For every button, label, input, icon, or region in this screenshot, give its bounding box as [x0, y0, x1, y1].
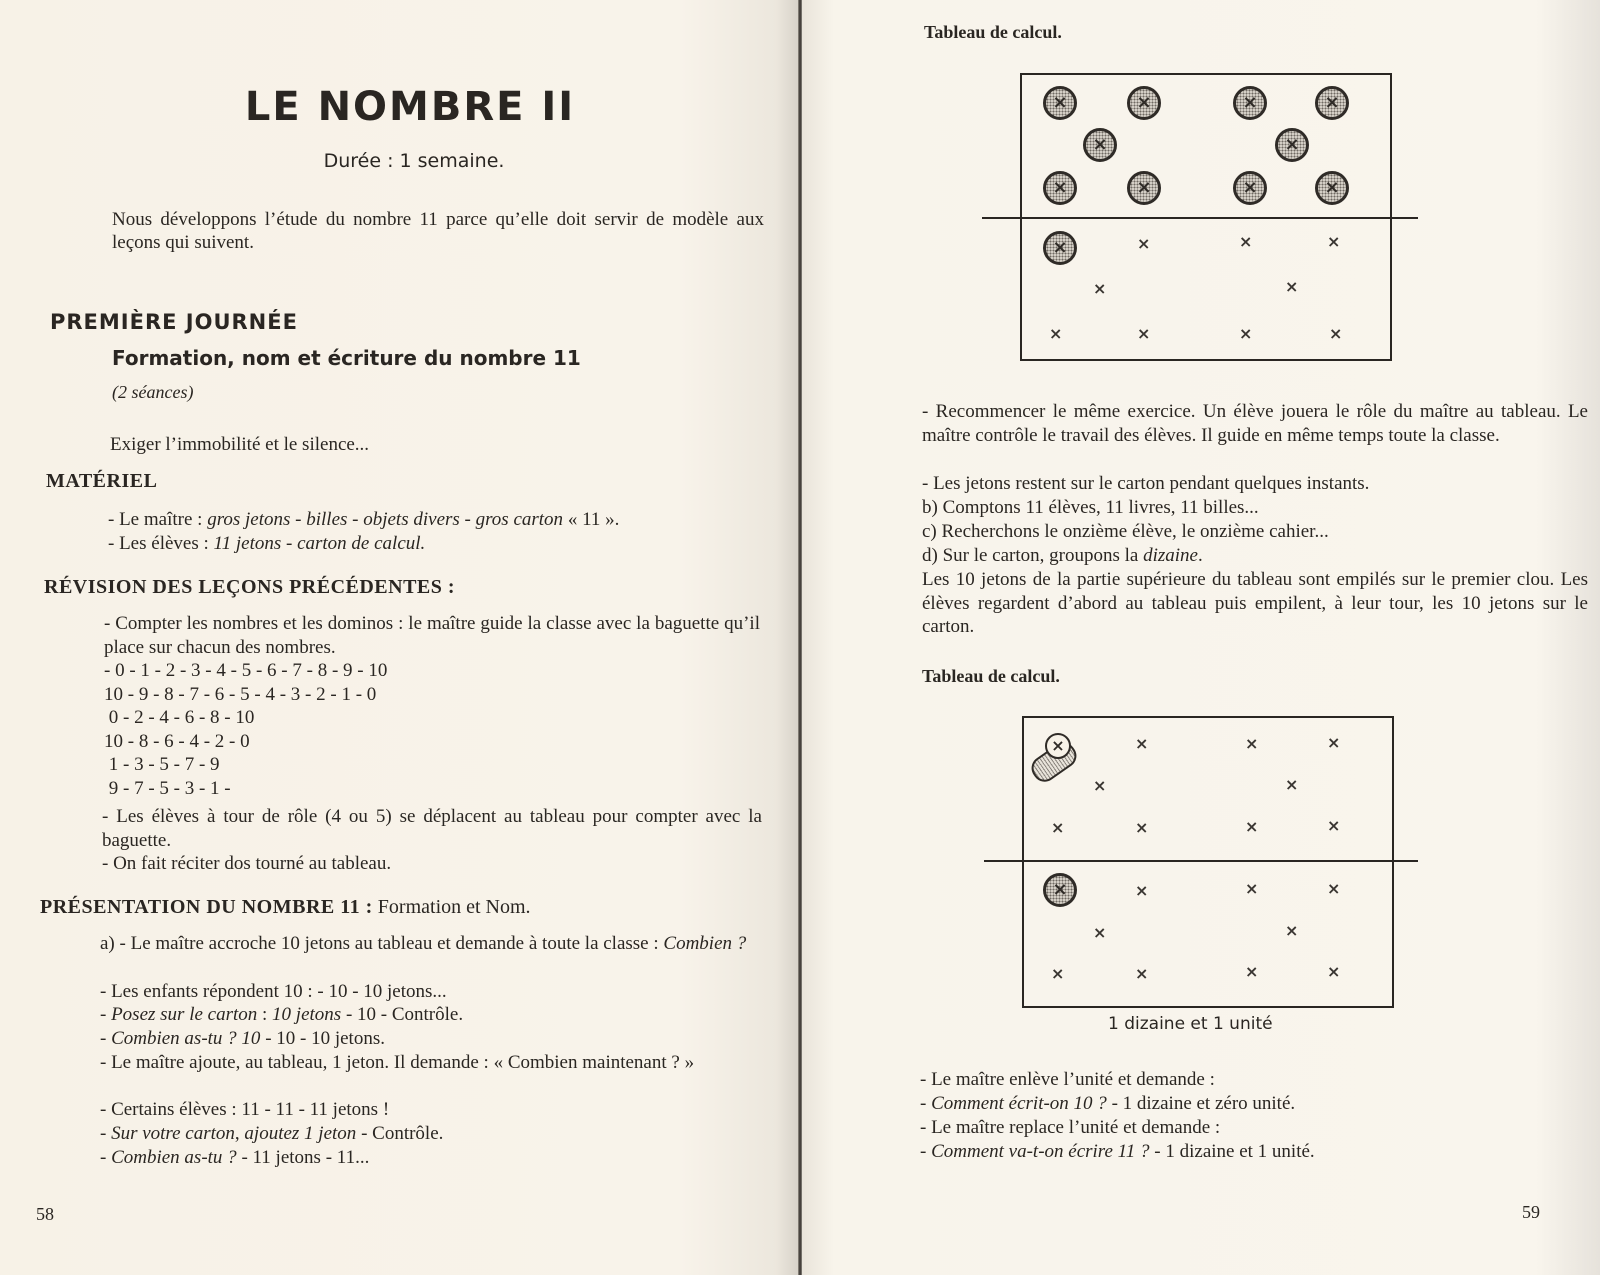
revision-compter: - Compter les nombres et les dominos : le maître guide la classe avec la baguette qu’il place sur chacun des nombres. — [104, 613, 760, 658]
token-icon — [1127, 171, 1161, 205]
paragraph-d — [922, 544, 1203, 568]
materiel-heading: MATÉRIEL — [46, 470, 158, 492]
text: - 1 dizaine et zéro unité. — [1106, 1093, 1296, 1114]
nail-x-icon: × — [1327, 232, 1341, 251]
materiel-eleves-items: 11 jetons - carton de calcul. — [213, 533, 426, 554]
text: - 1 dizaine et 1 unité. — [1149, 1141, 1315, 1162]
stack-top-token-icon — [1045, 733, 1071, 759]
sequence-line: 0 - 2 - 4 - 6 - 8 - 10 — [104, 707, 255, 728]
nail-x-icon: × — [1327, 733, 1341, 752]
nail-x-icon: × — [1137, 324, 1151, 343]
token-icon — [1127, 86, 1161, 120]
materiel-eleves — [108, 532, 425, 556]
closing-line-4 — [920, 1140, 1315, 1164]
nail-x-icon: × — [1245, 962, 1259, 981]
text: - 11 jetons - 11... — [236, 1147, 370, 1168]
revision-reciter: - On fait réciter dos tourné au tableau. — [102, 853, 392, 874]
presentation-line-6 — [100, 1122, 443, 1146]
token-icon — [1043, 873, 1077, 907]
nail-x-icon: × — [1327, 879, 1341, 898]
presentation-line-1: - Les enfants répondent 10 : - 10 - 10 jetons... — [100, 981, 447, 1002]
nail-x-icon: × — [1245, 879, 1259, 898]
nail-x-icon: × — [1245, 817, 1259, 836]
materiel-maitre-carton: « 11 ». — [563, 509, 620, 530]
token-icon — [1043, 231, 1077, 265]
presentation-a-question: Combien ? — [663, 933, 747, 954]
presentation-heading-suffix: Formation et Nom. — [372, 896, 531, 918]
sequence-line: 10 - 9 - 8 - 7 - 6 - 5 - 4 - 3 - 2 - 1 - 0 — [104, 683, 377, 705]
presentation-line-3 — [100, 1027, 385, 1051]
presentation-line-2 — [100, 1003, 463, 1027]
token-icon — [1043, 86, 1077, 120]
nail-x-icon: × — [1051, 964, 1065, 983]
text: - Contrôle. — [356, 1123, 444, 1144]
sequence-line: 1 - 3 - 5 - 7 - 9 — [104, 754, 220, 775]
nail-x-icon: × — [1051, 818, 1065, 837]
nail-x-icon: × — [1327, 962, 1341, 981]
presentation-heading — [40, 896, 531, 919]
nail-x-icon: × — [1285, 775, 1299, 794]
nail-x-icon: × — [1239, 324, 1253, 343]
italic-text: - Combien as-tu ? 10 — [100, 1028, 261, 1049]
page-title: LE NOMBRE II — [244, 84, 576, 130]
token-icon — [1315, 171, 1349, 205]
board-divider — [982, 217, 1418, 219]
nail-x-icon: × — [1137, 234, 1151, 253]
presentation-line-4: - Le maître ajoute, au tableau, 1 jeton. Il demande : « Combien maintenant ? » — [100, 1052, 695, 1073]
nail-x-icon: × — [1093, 279, 1107, 298]
text: . — [1197, 545, 1203, 566]
presentation-line-5: - Certains élèves : 11 - 11 - 11 jetons ! — [100, 1099, 390, 1120]
token-icon — [1043, 171, 1077, 205]
text: , — [234, 1123, 245, 1144]
nail-x-icon: × — [1135, 818, 1149, 837]
token-icon — [1275, 128, 1309, 162]
closing-line-2 — [920, 1092, 1295, 1116]
sequence-line: - 0 - 1 - 2 - 3 - 4 - 5 - 6 - 7 - 8 - 9 - 10 — [104, 660, 388, 681]
board-divider — [984, 860, 1418, 862]
page-number-right: 59 — [1522, 1202, 1540, 1222]
token-icon — [1233, 86, 1267, 120]
paragraph-les10: Les 10 jetons de la partie supérieure du tableau sont empilés sur le premier clou. Les élèves regardent d’abord au tableau puis empilent, à leur tour, les 10 jetons sur le carton. — [922, 569, 1588, 637]
revision-eleves-tour: - Les élèves à tour de rôle (4 ou 5) se déplacent au tableau pour compter avec la baguette. — [102, 806, 762, 851]
nail-x-icon: × — [1285, 277, 1299, 296]
lesson-heading: Formation, nom et écriture du nombre 11 — [112, 346, 581, 370]
token-icon — [1315, 86, 1349, 120]
materiel-maitre-label: - Le maître : — [108, 509, 208, 530]
presentation-a — [100, 932, 760, 956]
page-number-left: 58 — [36, 1204, 54, 1224]
revision-heading: RÉVISION DES LEÇONS PRÉCÉDENTES : — [44, 576, 456, 598]
italic-text: - Comment écrit-on 10 ? — [920, 1093, 1107, 1114]
nail-x-icon: × — [1093, 923, 1107, 942]
paragraph-recommencer: - Recommencer le même exercice. Un élève jouera le rôle du maître au tableau. Le maître contrôle le travail des élèves. Il guide en même temps toute la classe. — [922, 401, 1588, 446]
presentation-a-text: a) - Le maître accroche 10 jetons au tableau et demande à toute la classe : — [100, 933, 664, 954]
paragraph-b: b) Comptons 11 élèves, 11 livres, 11 billes... — [922, 497, 1259, 518]
italic-text: ajoutez 1 jeton — [244, 1123, 357, 1144]
italic-text: - Combien as-tu ? — [100, 1147, 237, 1168]
nail-x-icon: × — [1135, 964, 1149, 983]
number-sequences — [104, 659, 387, 800]
paragraph-restent: - Les jetons restent sur le carton pendant quelques instants. — [922, 473, 1370, 494]
nail-x-icon: × — [1239, 232, 1253, 251]
nail-x-icon: × — [1049, 324, 1063, 343]
nail-x-icon: × — [1135, 734, 1149, 753]
tableau-title-1: Tableau de calcul. — [924, 22, 1062, 42]
nail-x-icon: × — [1135, 881, 1149, 900]
token-icon — [1233, 171, 1267, 205]
nail-x-icon: × — [1327, 816, 1341, 835]
materiel-maitre — [108, 508, 619, 532]
intro-paragraph: Nous développons l’étude du nombre 11 parce qu’elle doit servir de modèle aux leçons qui suivent. — [112, 209, 764, 253]
italic-text: - Sur votre carton — [100, 1123, 235, 1144]
closing-line-1: - Le maître enlève l’unité et demande : — [920, 1069, 1215, 1090]
italic-text: 10 jetons — [272, 1004, 342, 1025]
day-heading: PREMIÈRE JOURNÉE — [50, 310, 298, 334]
nail-x-icon: × — [1329, 324, 1343, 343]
sessions-note: (2 séances) — [112, 382, 194, 402]
text: - 10 - Contrôle. — [341, 1004, 464, 1025]
closing-line-3: - Le maître replace l’unité et demande : — [920, 1117, 1221, 1138]
nail-x-icon: × — [1093, 776, 1107, 795]
tableau-title-2: Tableau de calcul. — [922, 666, 1060, 686]
diagram-caption: 1 dizaine et 1 unité — [1108, 1014, 1273, 1034]
text: d) Sur le carton, groupons la — [922, 545, 1144, 566]
sequence-line: 10 - 8 - 6 - 4 - 2 - 0 — [104, 730, 250, 752]
text: - 10 - 10 jetons. — [260, 1028, 385, 1049]
presentation-heading-title: PRÉSENTATION DU NOMBRE 11 : — [40, 896, 373, 918]
materiel-eleves-label: - Les élèves : — [108, 533, 214, 554]
right-page — [802, 0, 1600, 1275]
duration: Durée : 1 semaine. — [323, 150, 505, 172]
paragraph-c: c) Recherchons le onzième élève, le onzième cahier... — [922, 521, 1329, 542]
text: : — [257, 1004, 273, 1025]
nail-x-icon: × — [1245, 734, 1259, 753]
sequence-line: 9 - 7 - 5 - 3 - 1 - — [104, 777, 231, 799]
token-icon — [1083, 128, 1117, 162]
italic-text: - Comment va-t-on écrire 11 ? — [920, 1141, 1150, 1162]
presentation-line-7 — [100, 1146, 369, 1170]
instruction-line: Exiger l’immobilité et le silence... — [110, 434, 370, 455]
materiel-maitre-items: gros jetons - billes - objets divers - gros carton — [207, 509, 564, 530]
italic-text: - Posez sur le carton — [100, 1004, 258, 1025]
nail-x-icon: × — [1285, 921, 1299, 940]
italic-text: dizaine — [1143, 545, 1198, 566]
